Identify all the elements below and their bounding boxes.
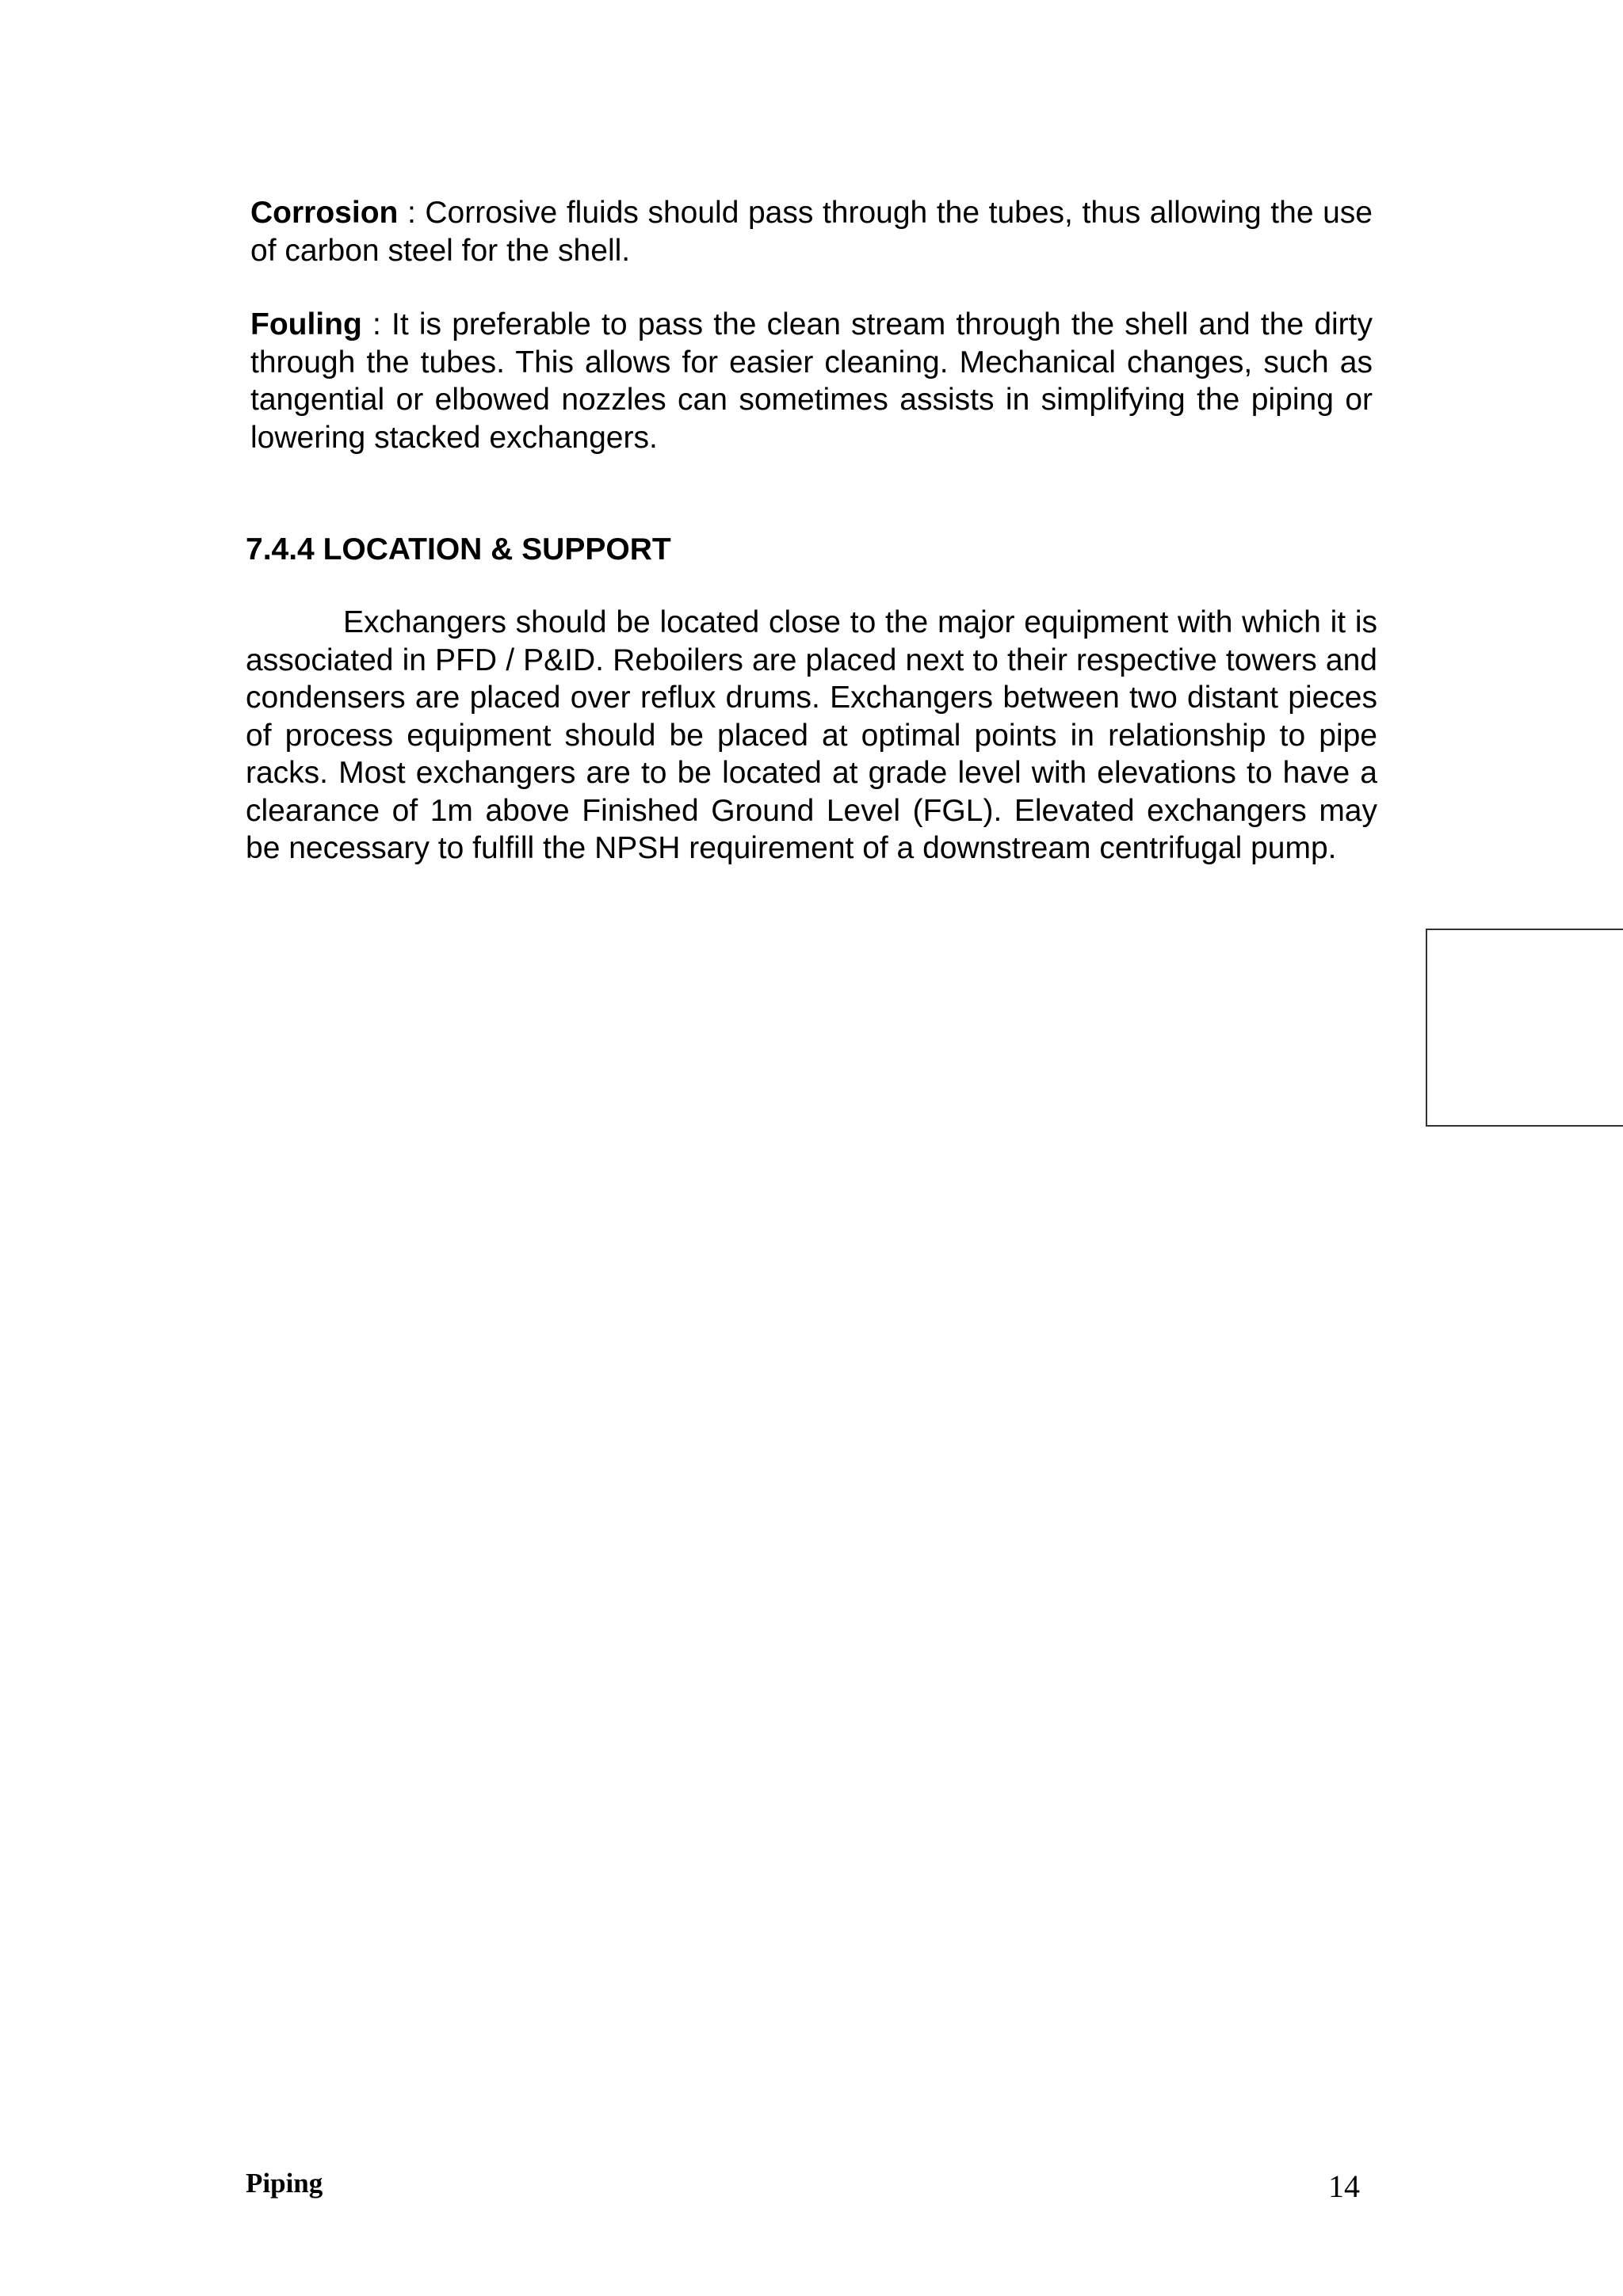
fouling-term: Fouling bbox=[250, 307, 362, 341]
corrosion-paragraph bbox=[250, 194, 1373, 269]
corrosion-text: : Corrosive fluids should pass through the tubes, thus allowing the use of carbon steel for the shell. bbox=[250, 196, 1373, 268]
corrosion-term: Corrosion bbox=[250, 196, 399, 230]
section-heading: 7.4.4 LOCATION & SUPPORT bbox=[246, 532, 671, 566]
footer-title: Piping bbox=[246, 2168, 323, 2199]
page-number: 14 bbox=[1328, 2168, 1360, 2204]
page-content bbox=[246, 194, 1377, 868]
fouling-text: : It is preferable to pass the clean stream through the shell and the dirty through the tubes. This allows for easier cleaning. Mechanical changes, such as tangential or elbowed nozzles can sometimes assists in simplifying the piping or lowering stacked exchangers. bbox=[250, 307, 1373, 455]
fouling-paragraph bbox=[250, 306, 1373, 456]
margin-box bbox=[1426, 929, 1623, 1127]
location-paragraph: Exchangers should be located close to the major equipment with which it is associated in PFD / P&ID. Reboilers are placed next to their respective towers and condensers are placed over reflux drums. Exchangers between two distant pieces of process equipment should be placed at optimal points in relationship to pipe racks. Most exchangers are to be located at grade level with elevations to have a clearance of 1m above Finished Ground Level (FGL). Elevated exchangers may be necessary to fulfill the NPSH requirement of a downstream centrifugal pump. bbox=[246, 605, 1377, 865]
